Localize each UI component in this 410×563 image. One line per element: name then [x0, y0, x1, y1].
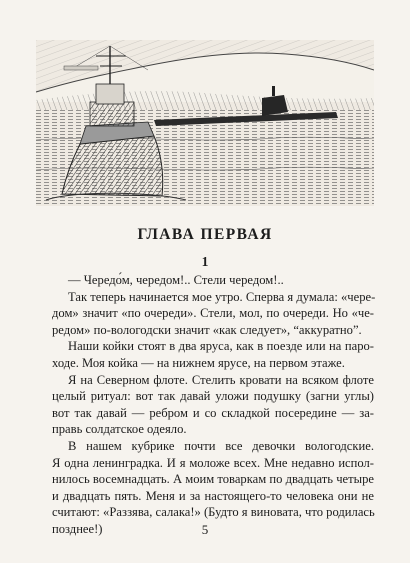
paragraph-line: правь солдатское одеяло.	[52, 422, 187, 437]
paragraph-line: целый ритуал: вот так давай уложи подушку (загни углы)	[52, 389, 374, 404]
chapter-illustration	[36, 40, 374, 206]
section-number: 1	[201, 254, 209, 269]
paragraph-line: — Чередо́м, чередом!.. Стели чередом!..	[68, 273, 284, 287]
paragraph-line: редом» по-вологодски значит «как следует», “аккуратно”.	[52, 322, 362, 337]
chapter-title: ГЛАВА ПЕРВАЯ	[137, 226, 273, 243]
paragraph-line: Я на Северном флоте. Стелить кровати на всяком флоте	[68, 372, 374, 387]
text-body	[36, 272, 374, 538]
paragraph-line: Я одна ленинградка. И я моложе всех. Мне недавно испол-	[52, 455, 374, 470]
paragraph-line: позднее!)	[52, 521, 103, 536]
paragraph-line: считают: «Раззява, салака!» (Будто я виновата, что родилась	[52, 505, 375, 520]
paragraph-line: и двадцать пять. Меня и за настоящего-то человека они не	[52, 488, 374, 503]
paragraph-line: Так теперь начинается мое утро. Сперва я думала: «чере-	[68, 289, 376, 304]
paragraph	[36, 289, 374, 339]
paragraph	[36, 372, 374, 438]
paragraph-line: вот так давай — ребром и со складкой посередине — за-	[52, 405, 374, 420]
paragraph-line: ходе. Моя койка — на нижнем ярусе, на первом этаже.	[52, 355, 345, 370]
paragraph	[36, 338, 374, 371]
paragraph-line: дом» значит «по очереди». Стели, мол, по очереди. Но «че-	[52, 306, 374, 321]
paragraph-line: В нашем кубрике почти все девочки вологодские.	[68, 438, 374, 453]
paragraph-line: Наши койки стоят в два яруса, как в поезде или на паро-	[68, 339, 374, 354]
paragraph	[36, 272, 374, 289]
paragraph-line: нилось восемнадцать. А моим товаркам по двадцать четыре	[52, 472, 374, 487]
page-number: 5	[201, 522, 209, 537]
